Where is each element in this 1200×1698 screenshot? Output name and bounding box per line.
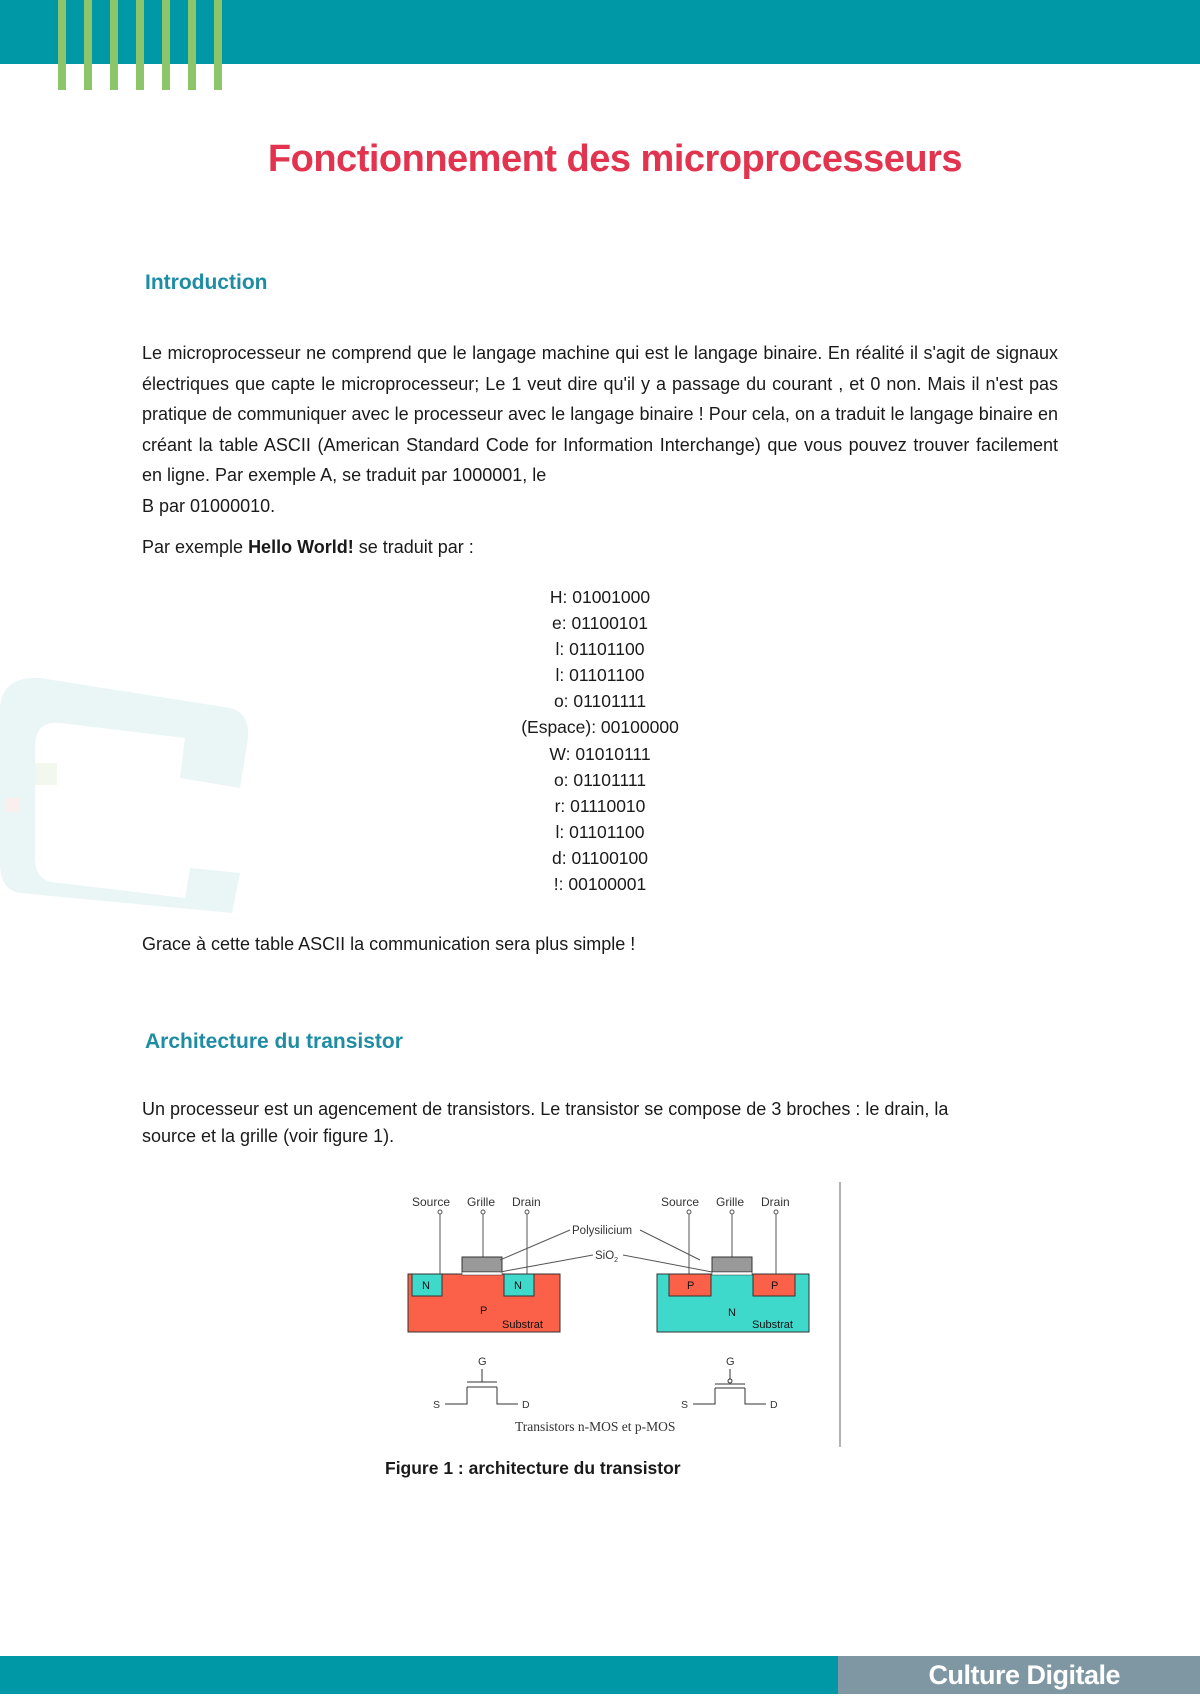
pmos-symbol-s: S xyxy=(681,1399,689,1411)
nmos-substrat-label: Substrat xyxy=(502,1319,543,1331)
pmos-p-left: P xyxy=(687,1280,695,1292)
section-heading-introduction: Introduction xyxy=(145,271,268,294)
nmos-source-label: Source xyxy=(412,1195,451,1209)
logo-watermark-icon xyxy=(0,668,250,918)
figure-caption: Figure 1 : architecture du transistor xyxy=(385,1458,681,1478)
ascii-row: o: 01101111 xyxy=(553,691,647,712)
example-hello-world: Hello World! xyxy=(248,537,354,557)
transistor-figure xyxy=(400,1182,845,1447)
ascii-row: (Espace): 00100000 xyxy=(521,717,679,738)
architecture-paragraph-end: source et la grille (voir figure 1). xyxy=(142,1126,395,1146)
figure-inner-caption: Transistors n-MOS et p-MOS xyxy=(515,1419,676,1434)
pmos-symbol-d: D xyxy=(770,1399,778,1411)
pmos-source-label: Source xyxy=(661,1195,700,1209)
ascii-row: W: 01010111 xyxy=(549,743,651,764)
nmos-n-left: N xyxy=(422,1280,430,1292)
architecture-paragraph-body: Un processeur est un agencement de transistors. Le transistor se compose de 3 broches : le drain, la xyxy=(142,1099,949,1119)
nmos-symbol-d: D xyxy=(522,1399,530,1411)
page-title: Fonctionnement des microprocesseurs xyxy=(267,138,963,180)
ascii-row: l: 01101100 xyxy=(555,639,645,660)
pmos-n-label: N xyxy=(728,1307,736,1319)
pmos-p-right: P xyxy=(771,1280,779,1292)
ascii-row: l: 01101100 xyxy=(555,821,645,842)
nmos-drain-label: Drain xyxy=(512,1195,541,1209)
ascii-row: !: 00100001 xyxy=(553,874,647,895)
ascii-row: o: 01101111 xyxy=(553,769,647,790)
nmos-grille-label: Grille xyxy=(467,1195,496,1209)
pmos-grille-label: Grille xyxy=(716,1195,745,1209)
intro-paragraph xyxy=(142,338,1058,521)
pmos-drain-label: Drain xyxy=(761,1195,790,1209)
sio2-label: SiO$_2$ xyxy=(595,1250,619,1264)
nmos-symbol-s: S xyxy=(433,1399,441,1411)
intro-paragraph-end: B par 01000010. xyxy=(142,495,276,516)
example-prefix: Par exemple xyxy=(142,537,249,557)
polysilicium-label: Polysilicium xyxy=(572,1225,633,1237)
example-line xyxy=(142,532,1058,563)
footer-brand xyxy=(838,1656,1200,1694)
ascii-row: r: 01110010 xyxy=(554,795,646,816)
nmos-p-label: P xyxy=(480,1305,488,1317)
pmos-substrat-label: Substrat xyxy=(752,1319,793,1331)
footer-band xyxy=(0,1656,838,1694)
ascii-row: H: 01001000 xyxy=(549,587,651,607)
nmos-symbol-g: G xyxy=(478,1356,487,1368)
intro-paragraph-body: Le microprocesseur ne comprend que le langage machine qui est le langage binaire. En réalité il s'agit de signaux électriques que capte le microprocesseur; Le 1 veut dire qu'il y a passage du courant , et 0 non. Mais il n'est pas pratique de communiquer avec le processeur avec le langage binaire ! Pour cela, on a traduit le langage binaire en créant la table ASCII (American Standard Code for Information Interchange) que vous pouvez trouver facilement en ligne. Par exemple A, se traduit par 1000001, le xyxy=(142,343,1058,485)
ascii-row: d: 01100100 xyxy=(551,847,649,868)
ascii-row: e: 01100101 xyxy=(551,613,649,634)
ascii-row: l: 01101100 xyxy=(555,665,645,686)
nmos-n-right: N xyxy=(514,1280,522,1292)
header-stripes xyxy=(58,0,238,90)
ascii-list xyxy=(400,584,800,897)
pmos-symbol-g: G xyxy=(726,1356,735,1368)
brand-name: Culture Digitale xyxy=(928,1660,1120,1690)
section-heading-architecture: Architecture du transistor xyxy=(145,1030,403,1053)
example-suffix: se traduit par : xyxy=(353,537,474,557)
architecture-paragraph xyxy=(142,1096,1058,1150)
conclusion-line: Grace à cette table ASCII la communication sera plus simple ! xyxy=(142,934,636,954)
